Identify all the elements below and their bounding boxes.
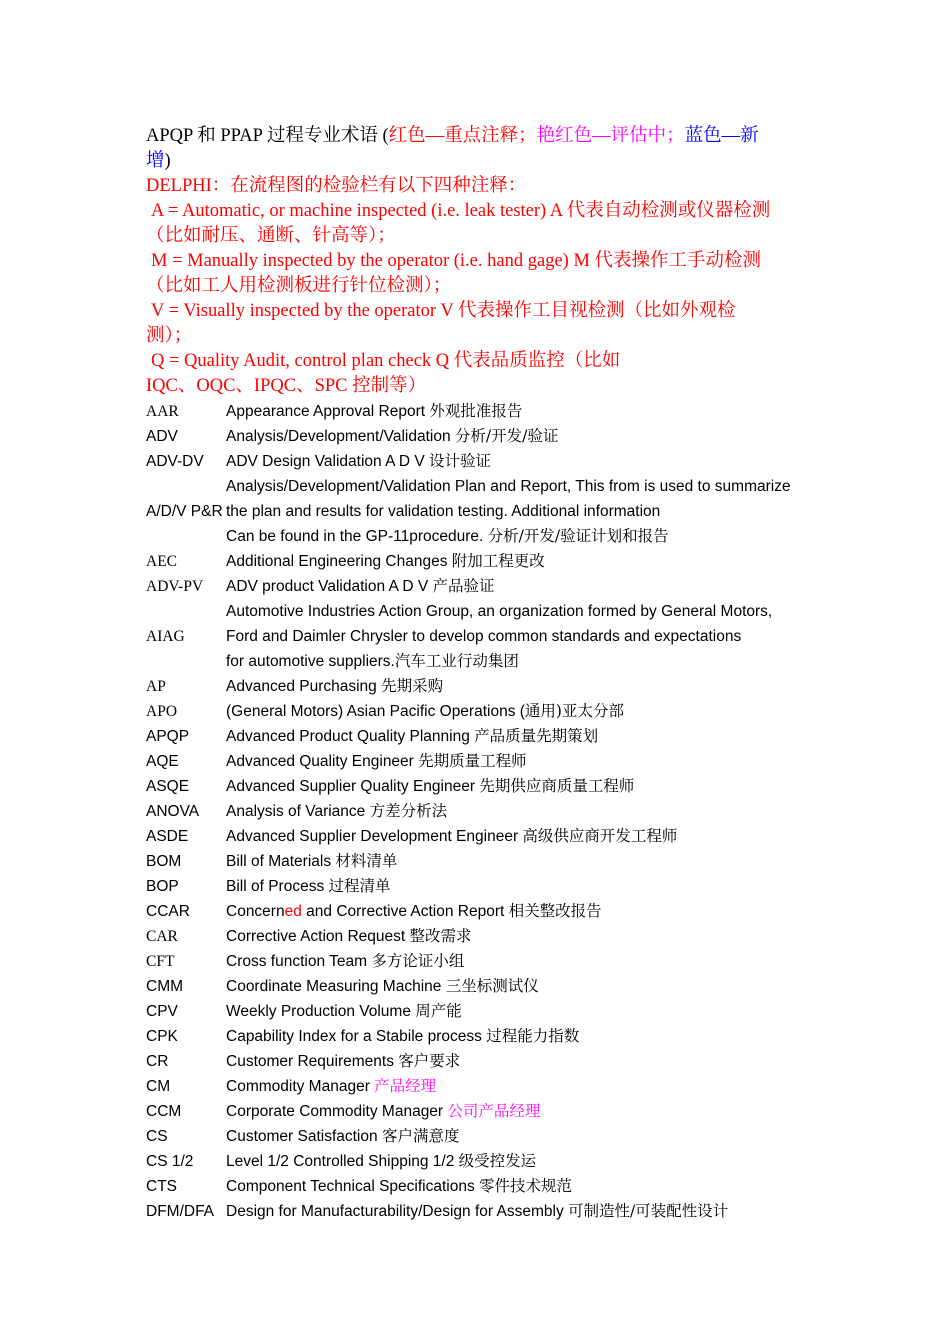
legend-blue-continued: 增	[146, 151, 165, 171]
glossary-description	[226, 1149, 826, 1174]
glossary-description	[226, 674, 826, 699]
glossary-row	[146, 449, 826, 474]
glossary-english: Capability Index for a Stabile process	[226, 1028, 487, 1045]
glossary-english: ADV Design Validation A D V	[226, 453, 430, 470]
glossary-abbr: BOP	[146, 878, 179, 895]
glossary-english: Component Technical Specifications	[226, 1178, 480, 1195]
glossary-description	[226, 1174, 826, 1199]
glossary-row	[146, 1124, 826, 1149]
glossary-abbr: CS	[146, 1128, 168, 1145]
glossary-chinese: 先期供应商质量工程师	[479, 777, 635, 795]
glossary-description	[226, 599, 826, 624]
glossary-abbr	[146, 524, 226, 549]
glossary-english: Customer Requirements	[226, 1053, 399, 1070]
glossary-english: Corrective Action Request	[226, 928, 410, 945]
glossary-abbr: CPV	[146, 1003, 178, 1020]
glossary-row	[146, 674, 826, 699]
glossary-chinese: 多方论证小组	[371, 952, 465, 970]
glossary-row	[146, 924, 826, 949]
note-m-line2: （比如工人用检测板进行针位检测）；	[146, 276, 452, 296]
glossary-abbr: CTS	[146, 1178, 177, 1195]
glossary-english: Additional Engineering Changes	[226, 553, 452, 570]
glossary-abbr: AQE	[146, 753, 179, 770]
glossary-description	[226, 974, 826, 999]
glossary-abbr: ANOVA	[146, 803, 200, 820]
glossary-english: Level 1/2 Controlled Shipping 1/2	[226, 1153, 459, 1170]
glossary-chinese: 相关整改报告	[508, 902, 602, 920]
glossary-red-part: ed	[284, 903, 302, 920]
glossary-row	[146, 1199, 826, 1224]
glossary-english: Corporate Commodity Manager	[226, 1103, 448, 1120]
glossary-abbr: AAR	[146, 403, 179, 420]
delphi-intro: DELPHI：在流程图的检验栏有以下四种注释：	[146, 176, 527, 196]
note-q-line2: IQC、OQC、IPQC、SPC 控制等）	[146, 376, 427, 396]
glossary-abbr: APO	[146, 703, 178, 720]
note-m-line1: M = Manually inspected by the operator (i.e. hand gage) M 代表操作工手动检测	[151, 251, 762, 271]
glossary-description	[226, 449, 826, 474]
glossary-description	[226, 1049, 826, 1074]
glossary-description	[226, 824, 826, 849]
glossary-list	[146, 399, 826, 1224]
glossary-english: Analysis of Variance	[226, 803, 370, 820]
glossary-row	[146, 1049, 826, 1074]
delphi-notes	[146, 174, 826, 399]
glossary-row	[146, 1024, 826, 1049]
note-a-line1: A = Automatic, or machine inspected (i.e. leak tester) A 代表自动检测或仪器检测	[151, 201, 771, 221]
glossary-chinese: 级受控发运	[458, 1152, 537, 1170]
glossary-description	[226, 499, 826, 524]
glossary-chinese: 可制造性/可装配性设计	[568, 1202, 729, 1220]
glossary-description	[226, 949, 826, 974]
glossary-row	[146, 724, 826, 749]
glossary-english: Advanced Purchasing	[226, 678, 382, 695]
glossary-abbr: ADV	[146, 428, 178, 445]
glossary-abbr: AEC	[146, 553, 177, 570]
glossary-chinese: 三坐标测试仪	[445, 977, 539, 995]
glossary-chinese: 过程清单	[328, 877, 391, 895]
legend-red: 红色—重点注释；	[388, 126, 537, 146]
glossary-english: Can be found in the GP-11procedure.	[226, 528, 488, 545]
glossary-abbr: CCAR	[146, 903, 190, 920]
title-close: )	[164, 151, 171, 171]
glossary-english: (General Motors) Asian Pacific Operations (	[226, 703, 525, 720]
glossary-chinese: 设计验证	[429, 452, 492, 470]
glossary-row	[146, 899, 826, 924]
glossary-row	[146, 849, 826, 874]
glossary-chinese: 分析/开发/验证计划和报告	[487, 527, 669, 545]
glossary-description	[226, 849, 826, 874]
glossary-english: Coordinate Measuring Machine	[226, 978, 446, 995]
glossary-description	[226, 924, 826, 949]
glossary-chinese: 过程能力指数	[486, 1027, 580, 1045]
glossary-description	[226, 399, 826, 424]
glossary-description	[226, 999, 826, 1024]
glossary-abbr: APQP	[146, 728, 190, 745]
glossary-chinese: 客户要求	[398, 1052, 461, 1070]
glossary-english: Appearance Approval Report	[226, 403, 430, 420]
glossary-description	[226, 774, 826, 799]
glossary-description	[226, 1124, 826, 1149]
glossary-abbr: CR	[146, 1053, 169, 1070]
glossary-abbr	[146, 649, 226, 674]
glossary-abbr: ASQE	[146, 778, 190, 795]
glossary-english: Ford and Daimler Chrysler to develop common standards and expectations	[226, 628, 742, 645]
glossary-chinese: 客户满意度	[381, 1127, 460, 1145]
glossary-english: Customer Satisfaction	[226, 1128, 382, 1145]
glossary-english: Advanced Quality Engineer	[226, 753, 419, 770]
glossary-row	[146, 599, 826, 624]
glossary-chinese: 方差分析法	[369, 802, 448, 820]
glossary-chinese: 材料清单	[335, 852, 398, 870]
glossary-row	[146, 824, 826, 849]
glossary-description	[226, 649, 826, 674]
glossary-chinese: 产品验证	[432, 577, 495, 595]
glossary-english: for automotive suppliers.	[226, 653, 395, 670]
glossary-description	[226, 1199, 826, 1224]
glossary-english: Cross function Team	[226, 953, 372, 970]
glossary-english: Commodity Manager	[226, 1078, 375, 1095]
document-title	[146, 124, 826, 174]
glossary-abbr: CAR	[146, 928, 178, 945]
glossary-description	[226, 874, 826, 899]
glossary-row	[146, 399, 826, 424]
glossary-row	[146, 974, 826, 999]
glossary-description	[226, 799, 826, 824]
glossary-chinese: 附加工程更改	[451, 552, 545, 570]
glossary-abbr: ASDE	[146, 828, 189, 845]
glossary-row	[146, 999, 826, 1024]
glossary-description	[226, 1099, 826, 1124]
glossary-row	[146, 949, 826, 974]
glossary-row	[146, 1074, 826, 1099]
note-q-line1: Q = Quality Audit, control plan check Q 代表品质监控（比如	[151, 351, 621, 371]
glossary-description	[226, 549, 826, 574]
glossary-english: the plan and results for validation testing. Additional information	[226, 503, 661, 520]
glossary-chinese: 公司产品经理	[447, 1102, 541, 1120]
glossary-chinese: 高级供应商开发工程师	[522, 827, 678, 845]
glossary-row	[146, 524, 826, 549]
glossary-row	[146, 499, 826, 524]
note-v-line1: V = Visually inspected by the operator V 代表操作工目视检测（比如外观检	[151, 301, 736, 321]
glossary-abbr: CM	[146, 1078, 171, 1095]
glossary-row	[146, 424, 826, 449]
glossary-row	[146, 874, 826, 899]
glossary-description	[226, 699, 826, 724]
glossary-abbr: AP	[146, 678, 166, 695]
glossary-abbr: DFM/DFA	[146, 1203, 215, 1220]
title-main: APQP 和 PPAP 过程专业术语 (	[146, 126, 389, 146]
glossary-abbr: CFT	[146, 953, 175, 970]
document-content	[146, 124, 826, 1224]
glossary-chinese: 整改需求	[409, 927, 472, 945]
glossary-row	[146, 774, 826, 799]
glossary-chinese: 产品质量先期策划	[474, 727, 599, 745]
note-a-line2: （比如耐压、通断、针高等）；	[146, 226, 396, 246]
glossary-english: Analysis/Development/Validation Plan and Report, This from is used to summarize	[226, 478, 791, 495]
glossary-row	[146, 574, 826, 599]
glossary-chinese: 先期采购	[381, 677, 444, 695]
glossary-abbr	[146, 474, 226, 499]
glossary-row	[146, 799, 826, 824]
glossary-row	[146, 1174, 826, 1199]
glossary-row	[146, 549, 826, 574]
glossary-description	[226, 474, 826, 499]
glossary-description	[226, 724, 826, 749]
glossary-abbr: ADV-PV	[146, 578, 204, 595]
legend-blue: 蓝色—新	[684, 126, 759, 146]
glossary-abbr: BOM	[146, 853, 182, 870]
note-v-line2: 测）；	[146, 326, 193, 346]
glossary-abbr: A/D/V P&R	[146, 503, 223, 520]
glossary-english: Advanced Supplier Development Engineer	[226, 828, 523, 845]
glossary-description	[226, 899, 826, 924]
glossary-description	[226, 1024, 826, 1049]
glossary-chinese: 先期质量工程师	[418, 752, 527, 770]
legend-magenta: 艳红色—评估中；	[536, 126, 685, 146]
glossary-row	[146, 1149, 826, 1174]
glossary-chinese: 通用)亚太分部	[524, 702, 624, 720]
glossary-description	[226, 524, 826, 549]
glossary-english: ADV product Validation A D V	[226, 578, 433, 595]
glossary-row	[146, 699, 826, 724]
glossary-abbr: CCM	[146, 1103, 182, 1120]
glossary-english: Automotive Industries Action Group, an organization formed by General Motors,	[226, 603, 773, 620]
glossary-description	[226, 1074, 826, 1099]
glossary-row	[146, 624, 826, 649]
glossary-description	[226, 574, 826, 599]
glossary-abbr: AIAG	[146, 628, 185, 645]
glossary-chinese: 分析/开发/验证	[454, 427, 559, 445]
glossary-abbr: CS 1/2	[146, 1153, 194, 1170]
glossary-chinese: 零件技术规范	[479, 1177, 573, 1195]
glossary-row	[146, 1099, 826, 1124]
glossary-row	[146, 749, 826, 774]
glossary-english: Analysis/Development/Validation	[226, 428, 455, 445]
glossary-chinese: 周产能	[415, 1002, 462, 1020]
glossary-english: Advanced Supplier Quality Engineer	[226, 778, 480, 795]
glossary-abbr	[146, 599, 226, 624]
glossary-abbr: ADV-DV	[146, 453, 204, 470]
glossary-english: Concern	[226, 903, 285, 920]
glossary-row	[146, 474, 826, 499]
glossary-description	[226, 424, 826, 449]
glossary-chinese: 产品经理	[374, 1077, 437, 1095]
glossary-english-continued: and Corrective Action Report	[301, 903, 509, 920]
glossary-english: Weekly Production Volume	[226, 1003, 416, 1020]
glossary-abbr: CMM	[146, 978, 184, 995]
glossary-description	[226, 624, 826, 649]
glossary-english: Bill of Materials	[226, 853, 336, 870]
glossary-chinese: 外观批准报告	[429, 402, 523, 420]
glossary-row	[146, 649, 826, 674]
glossary-description	[226, 749, 826, 774]
glossary-english: Advanced Product Quality Planning	[226, 728, 475, 745]
glossary-english: Bill of Process	[226, 878, 329, 895]
glossary-english: Design for Manufacturability/Design for Assembly	[226, 1203, 569, 1220]
glossary-chinese: 汽车工业行动集团	[394, 652, 519, 670]
glossary-abbr: CPK	[146, 1028, 178, 1045]
